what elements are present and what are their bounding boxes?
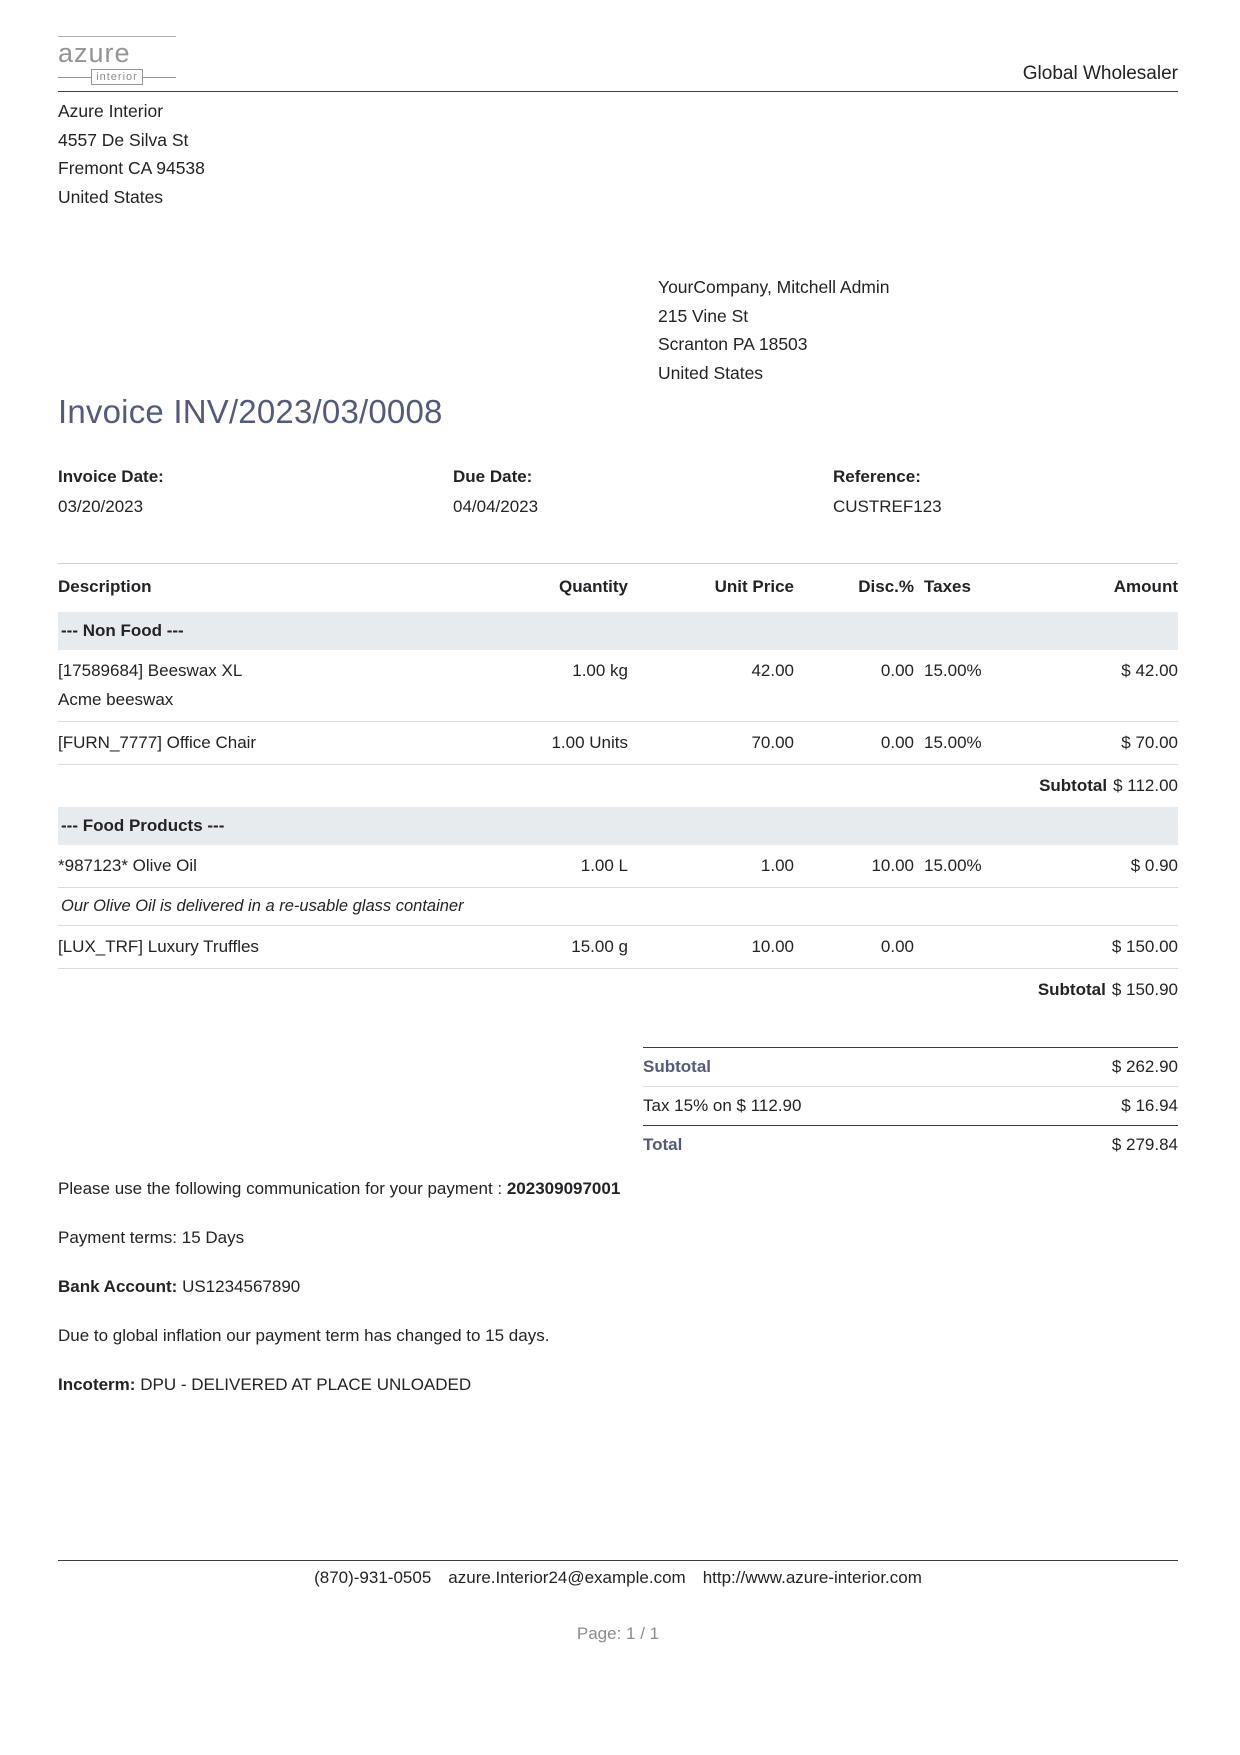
logo-subtitle-text: interior: [91, 69, 143, 85]
incoterm-line: [58, 1374, 1178, 1395]
section-subtotal-amount: $ 112.00: [1113, 776, 1178, 795]
payment-communication-line: [58, 1178, 1178, 1199]
section-subtotal-amount: $ 150.90: [1111, 980, 1178, 999]
col-unit-price: Unit Price: [714, 577, 794, 596]
bank-account-label: Bank Account:: [58, 1277, 178, 1296]
totals-tax-value: $ 16.94: [1020, 1087, 1178, 1126]
seller-city: Fremont CA 94538: [58, 158, 205, 178]
invoice-date-block: [58, 467, 453, 517]
payment-communication-number: 202309097001: [506, 1179, 621, 1198]
note-row-olive-oil: [58, 888, 1178, 926]
page-footer: [58, 1560, 1178, 1644]
cell-taxes: 15.00%: [914, 845, 1018, 888]
table-header-row: [58, 564, 1178, 613]
cell-unit-price: 42.00: [628, 650, 794, 722]
incoterm-value: DPU - DELIVERED AT PLACE UNLOADED: [140, 1375, 472, 1394]
cell-discount: 0.00: [794, 926, 914, 969]
cell-unit-price: 70.00: [628, 722, 794, 765]
bank-account-line: [58, 1276, 1178, 1297]
section-subtotal: [58, 765, 1178, 808]
section-subtotal: [58, 969, 1178, 1012]
page-number: Page: 1 / 1: [576, 1624, 660, 1643]
invoice-date-label: Invoice Date:: [58, 467, 164, 486]
cell-amount: $ 70.00: [1018, 722, 1178, 765]
buyer-street: 215 Vine St: [658, 305, 749, 326]
section-label: --- Food Products ---: [58, 807, 1178, 845]
footer-contact-line: [58, 1561, 1178, 1588]
logo-left-rule: [58, 77, 91, 78]
azure-interior-logo: [58, 36, 176, 85]
cell-description: [FURN_7777] Office Chair: [58, 722, 478, 765]
section-subtotal-row-non-food: [58, 765, 1178, 808]
logo-brand-text: azure: [58, 38, 131, 68]
buyer-country: United States: [658, 362, 764, 383]
totals-subtotal-row: [643, 1048, 1178, 1087]
buyer-city: Scranton PA 18503: [658, 334, 808, 354]
cell-description: [LUX_TRF] Luxury Truffles: [58, 926, 478, 969]
footer-phone: (870)-931-0505: [314, 1568, 432, 1587]
cell-quantity: 1.00 Units: [478, 722, 628, 765]
payment-communication-prefix: Please use the following communication for your payment :: [58, 1179, 507, 1198]
buyer-address: [658, 273, 1178, 387]
col-discount: Disc.%: [858, 577, 914, 596]
col-taxes: Taxes: [924, 577, 971, 596]
seller-country: United States: [58, 186, 164, 207]
totals-tax-label: Tax 15% on $ 112.90: [643, 1087, 1020, 1126]
company-tagline: Global Wholesaler: [1022, 63, 1178, 84]
cell-discount: 0.00: [794, 650, 914, 722]
cell-taxes: [914, 926, 1018, 969]
cell-description: [58, 650, 478, 722]
due-date-label: Due Date:: [453, 467, 533, 486]
section-subtotal-label: Subtotal: [1037, 980, 1106, 999]
reference-block: [833, 467, 1178, 517]
product-subdescription: Acme beeswax: [58, 690, 174, 709]
section-row-non-food: [58, 612, 1178, 650]
bank-account-value: US1234567890: [182, 1277, 301, 1296]
table-row-olive-oil: [58, 845, 1178, 888]
cell-description: *987123* Olive Oil: [58, 845, 478, 888]
reference-label: Reference:: [833, 467, 921, 486]
note-text: Our Olive Oil is delivered in a re-usable glass container: [58, 888, 1178, 926]
cell-taxes: 15.00%: [914, 650, 1018, 722]
totals-subtotal-label: Subtotal: [643, 1048, 1020, 1087]
invoice-lines-table: [58, 563, 1178, 1011]
invoice-meta: [58, 467, 1178, 517]
logo-right-rule: [143, 77, 176, 78]
cell-unit-price: 1.00: [628, 845, 794, 888]
logo-top-rule: [58, 36, 176, 37]
seller-street: 4557 De Silva St: [58, 129, 189, 150]
reference-value: CUSTREF123: [833, 497, 942, 516]
invoice-title: Invoice INV/2023/03/0008: [58, 393, 443, 430]
totals-total-row: [643, 1126, 1178, 1165]
cell-quantity: 1.00 L: [478, 845, 628, 888]
footer-email: azure.Interior24@example.com: [448, 1568, 686, 1587]
cell-taxes: 15.00%: [914, 722, 1018, 765]
totals-block: [643, 1047, 1178, 1164]
cell-discount: 0.00: [794, 722, 914, 765]
section-subtotal-row-food: [58, 969, 1178, 1012]
incoterm-label: Incoterm:: [58, 1375, 136, 1394]
due-date-block: [453, 467, 833, 517]
cell-discount: 10.00: [794, 845, 914, 888]
cell-amount: $ 150.00: [1018, 926, 1178, 969]
section-row-food-products: [58, 807, 1178, 845]
cell-amount: $ 0.90: [1018, 845, 1178, 888]
totals-tax-row: [643, 1087, 1178, 1126]
col-amount: Amount: [1113, 577, 1178, 596]
table-row-beeswax: [58, 650, 1178, 722]
cell-amount: $ 42.00: [1018, 650, 1178, 722]
due-date-value: 04/04/2023: [453, 497, 539, 516]
totals-subtotal-value: $ 262.90: [1020, 1048, 1178, 1087]
payment-notes: [58, 1178, 1178, 1395]
seller-name: Azure Interior: [58, 101, 164, 121]
buyer-name: YourCompany, Mitchell Admin: [658, 277, 890, 297]
col-description: Description: [58, 577, 152, 596]
page-header: [58, 36, 1178, 92]
totals-total-label: Total: [643, 1126, 1020, 1165]
inflation-note: Due to global inflation our payment term has changed to 15 days.: [58, 1326, 550, 1345]
payment-terms: Payment terms: 15 Days: [58, 1228, 245, 1247]
section-subtotal-label: Subtotal: [1039, 776, 1108, 795]
totals-total-value: $ 279.84: [1020, 1126, 1178, 1165]
cell-quantity: 15.00 g: [478, 926, 628, 969]
col-quantity: Quantity: [559, 577, 628, 596]
invoice-date-value: 03/20/2023: [58, 497, 144, 516]
seller-address: [58, 97, 1178, 211]
cell-unit-price: 10.00: [628, 926, 794, 969]
logo-subtitle: [58, 69, 176, 85]
footer-website: http://www.azure-interior.com: [702, 1568, 922, 1587]
table-row-office-chair: [58, 722, 1178, 765]
table-row-luxury-truffles: [58, 926, 1178, 969]
product-description: [17589684] Beeswax XL: [58, 661, 243, 680]
cell-quantity: 1.00 kg: [478, 650, 628, 722]
section-label: --- Non Food ---: [58, 612, 1178, 650]
